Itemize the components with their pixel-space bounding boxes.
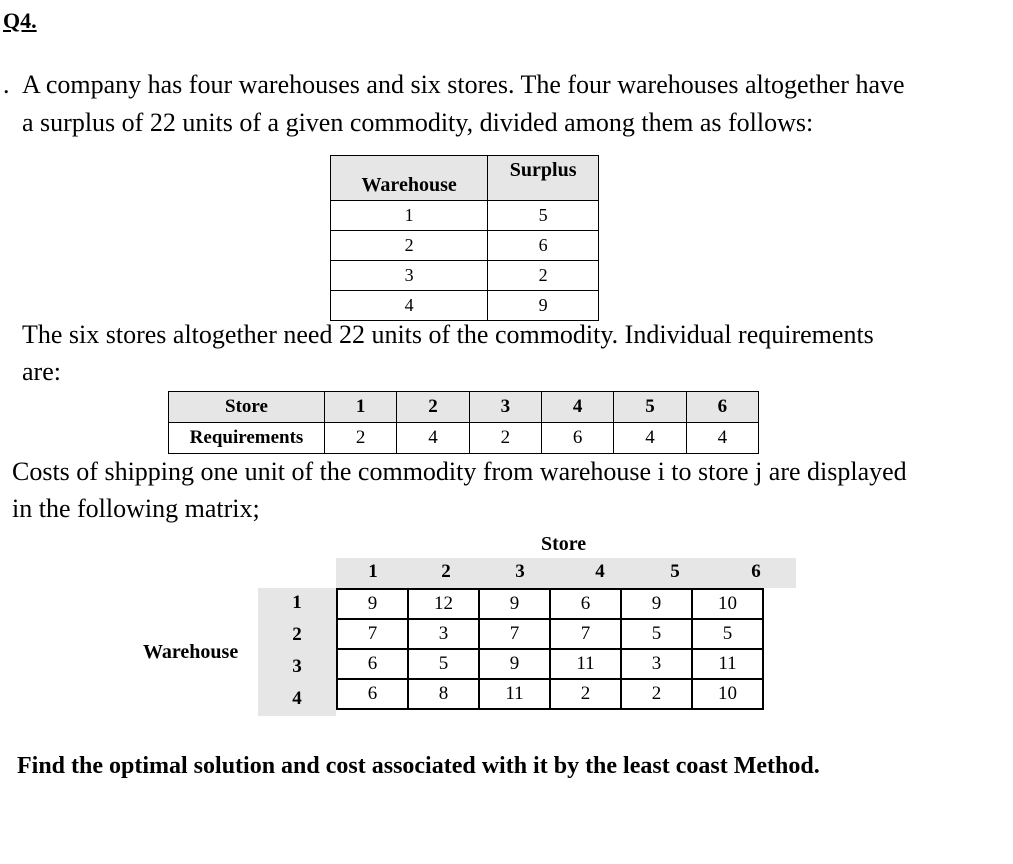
- question-number: Q4.: [3, 8, 37, 33]
- matrix-column-header: 3: [515, 561, 525, 582]
- store-row: [169, 392, 759, 423]
- store-number: 3: [469, 392, 541, 423]
- cost-cell: 6: [550, 589, 621, 619]
- surplus-cell: 6: [488, 231, 599, 261]
- costs-line-1: Costs of shipping one unit of the commodity from warehouse i to store j are displayed: [12, 457, 907, 486]
- cost-cell: 12: [408, 589, 479, 619]
- cost-cell: 5: [621, 619, 692, 649]
- matrix-row-header: 3: [292, 656, 302, 677]
- surplus-header: Surplus: [488, 156, 599, 201]
- cost-cell: 7: [550, 619, 621, 649]
- intro-line-1: A company has four warehouses and six stores. The four warehouses altogether have: [22, 70, 905, 99]
- warehouse-header: Warehouse: [331, 156, 488, 201]
- surplus-table-header: [331, 156, 599, 201]
- stores-line-2: are:: [22, 357, 61, 386]
- matrix-row-header: 2: [292, 624, 302, 645]
- warehouse-cell: 2: [331, 231, 488, 261]
- cost-cell: 2: [550, 679, 621, 709]
- warehouse-cell: 1: [331, 201, 488, 231]
- warehouse-cell: 4: [331, 291, 488, 321]
- matrix-column-header: 5: [670, 561, 680, 582]
- cost-matrix: [336, 588, 764, 710]
- intro-bullet: .: [3, 70, 10, 99]
- requirement-value: 4: [686, 423, 758, 454]
- table-row: [331, 261, 599, 291]
- store-row-label: Store: [169, 392, 325, 423]
- table-row: [337, 619, 763, 649]
- cost-cell: 10: [692, 589, 763, 619]
- requirement-value: 4: [397, 423, 469, 454]
- requirement-value: 6: [541, 423, 613, 454]
- cost-cell: 2: [621, 679, 692, 709]
- cost-cell: 9: [621, 589, 692, 619]
- cost-cell: 7: [479, 619, 550, 649]
- cost-cell: 11: [692, 649, 763, 679]
- surplus-cell: 9: [488, 291, 599, 321]
- matrix-column-header: 2: [441, 561, 451, 582]
- cost-cell: 7: [337, 619, 408, 649]
- store-number: 2: [397, 392, 469, 423]
- requirement-value: 2: [325, 423, 397, 454]
- cost-cell: 6: [337, 679, 408, 709]
- cost-cell: 9: [479, 589, 550, 619]
- cost-cell: 11: [479, 679, 550, 709]
- stores-line-1: The six stores altogether need 22 units of the commodity. Individual requirements: [22, 320, 874, 349]
- cost-cell: 8: [408, 679, 479, 709]
- surplus-cell: 2: [488, 261, 599, 291]
- requirement-value: 4: [614, 423, 686, 454]
- requirements-table: [168, 391, 759, 454]
- store-number: 5: [614, 392, 686, 423]
- cost-cell: 11: [550, 649, 621, 679]
- matrix-column-header-bar: [336, 558, 796, 588]
- table-row: [337, 679, 763, 709]
- warehouse-cell: 3: [331, 261, 488, 291]
- table-row: [337, 649, 763, 679]
- cost-cell: 9: [337, 589, 408, 619]
- store-number: 4: [541, 392, 613, 423]
- surplus-table: [330, 155, 599, 321]
- matrix-warehouse-label: Warehouse: [143, 641, 239, 663]
- cost-cell: 10: [692, 679, 763, 709]
- matrix-row-header: 4: [292, 688, 302, 709]
- cost-cell: 6: [337, 649, 408, 679]
- question-prompt: Find the optimal solution and cost associated with it by the least coast Method.: [17, 753, 820, 779]
- cost-cell: 3: [621, 649, 692, 679]
- table-row: [337, 589, 763, 619]
- cost-cell: 3: [408, 619, 479, 649]
- cost-cell: 5: [692, 619, 763, 649]
- matrix-store-label: Store: [541, 533, 587, 555]
- matrix-column-header: 4: [595, 561, 605, 582]
- table-row: [331, 231, 599, 261]
- matrix-column-header: 1: [368, 561, 378, 582]
- cost-cell: 5: [408, 649, 479, 679]
- store-number: 6: [686, 392, 758, 423]
- matrix-column-header: 6: [751, 561, 761, 582]
- requirements-row: [169, 423, 759, 454]
- table-row: [331, 201, 599, 231]
- cost-cell: 9: [479, 649, 550, 679]
- store-number: 1: [325, 392, 397, 423]
- requirement-value: 2: [469, 423, 541, 454]
- intro-line-2: a surplus of 22 units of a given commodity, divided among them as follows:: [22, 108, 814, 137]
- surplus-cell: 5: [488, 201, 599, 231]
- matrix-row-header: 1: [292, 592, 302, 613]
- costs-line-2: in the following matrix;: [12, 494, 260, 523]
- requirements-row-label: Requirements: [169, 423, 325, 454]
